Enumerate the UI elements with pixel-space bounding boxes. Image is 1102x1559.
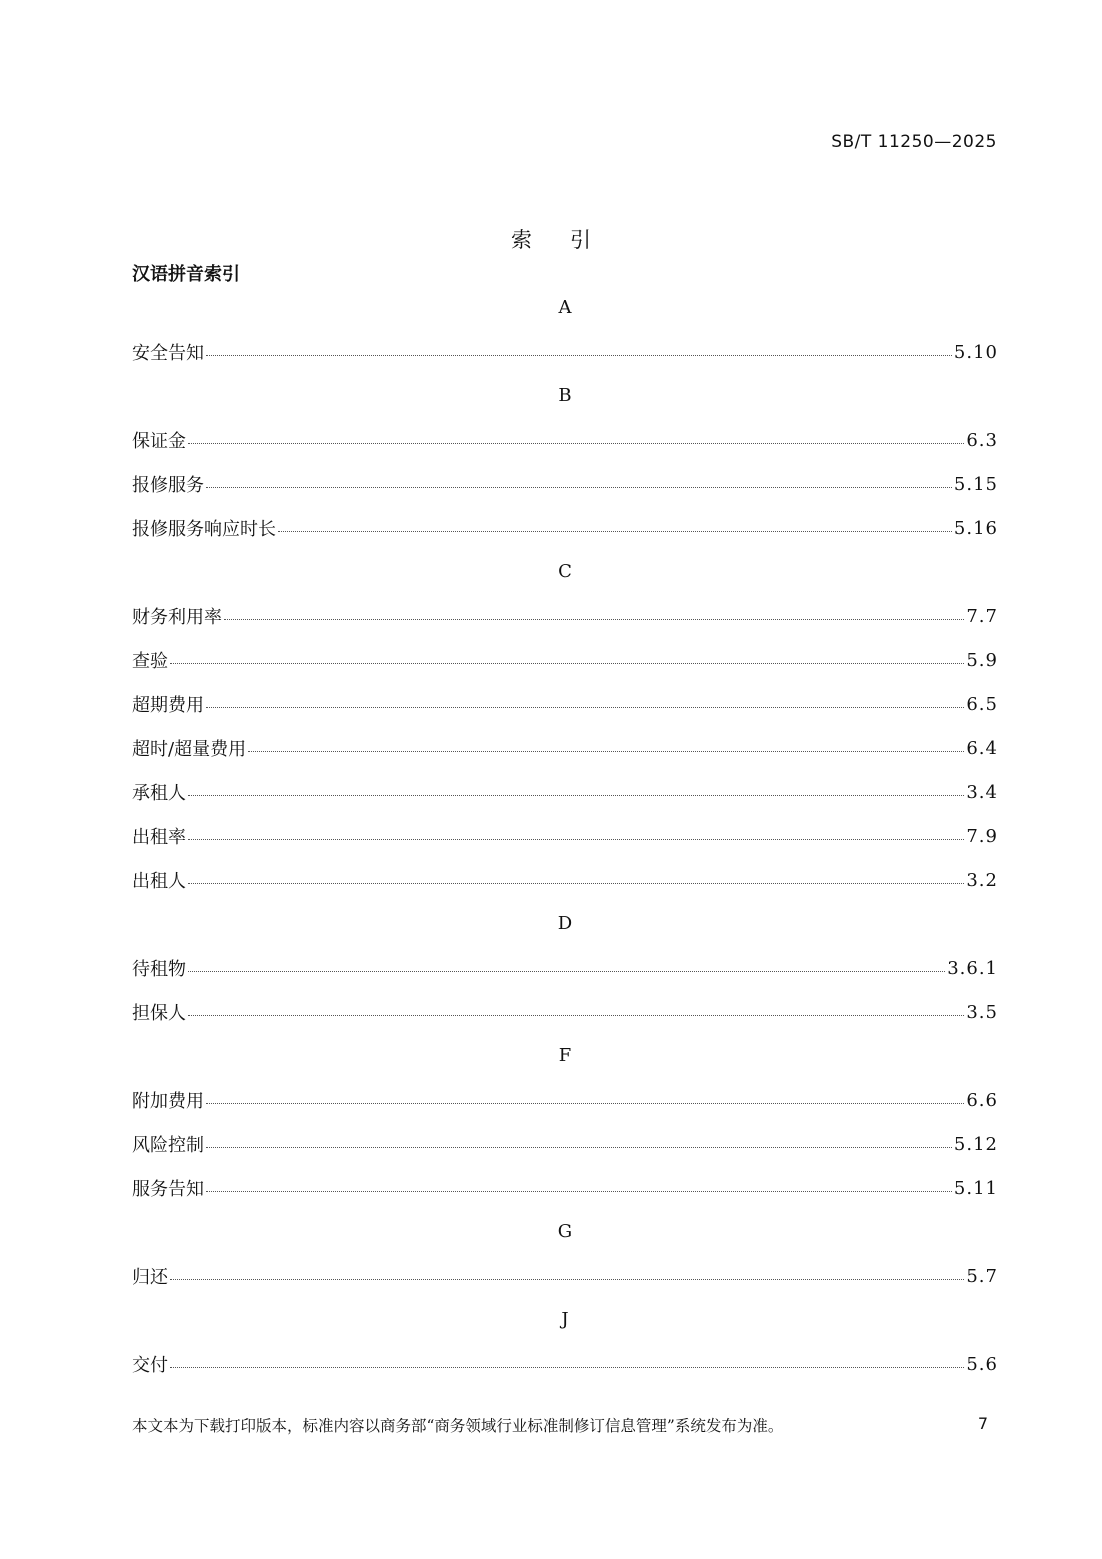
index-group-letter: J [561, 1309, 569, 1330]
index-entry [132, 946, 998, 990]
dot-leader [188, 443, 964, 444]
index-group-letter: B [558, 385, 572, 406]
dot-leader [206, 707, 964, 708]
index-entry [132, 1166, 998, 1210]
index-entry-term: 归还 [132, 1267, 168, 1288]
dot-leader [206, 487, 952, 488]
index-entry-term: 超期费用 [132, 695, 204, 716]
dot-leader [170, 1279, 964, 1280]
index-entry-term: 交付 [132, 1355, 168, 1376]
standard-code: SB/T 11250—2025 [831, 132, 997, 152]
dot-leader [206, 355, 952, 356]
dot-leader [188, 1015, 964, 1016]
index-entry-ref: 5.15 [953, 473, 998, 495]
index-entry-ref: 5.7 [966, 1265, 998, 1287]
index-entry [132, 1254, 998, 1298]
index-group-letter: D [557, 913, 573, 934]
index-entry-ref: 3.2 [966, 869, 998, 891]
index-group-letter: G [557, 1221, 573, 1242]
index-entry [132, 858, 998, 902]
index-entry-term: 保证金 [132, 431, 186, 452]
dot-leader [248, 751, 964, 752]
index-entry-term: 待租物 [132, 959, 186, 980]
index-entry [132, 506, 998, 550]
index-entry [132, 594, 998, 638]
dot-leader [206, 1103, 964, 1104]
dot-leader [206, 1191, 952, 1192]
index-entry-ref: 7.9 [966, 825, 998, 847]
index-entry-ref: 3.6.1 [947, 957, 998, 979]
dot-leader [170, 663, 964, 664]
index-entry [132, 418, 998, 462]
index-entry-ref: 6.4 [966, 737, 998, 759]
index-entry-ref: 5.16 [953, 517, 998, 539]
index-entry-ref: 5.9 [966, 649, 998, 671]
index-entry [132, 726, 998, 770]
index-entry-term: 财务利用率 [132, 607, 222, 628]
index-entry-term: 承租人 [132, 783, 186, 804]
index-entry [132, 462, 998, 506]
index-entry [132, 1078, 998, 1122]
page-number: 7 [977, 1414, 988, 1433]
index-entry-ref: 3.5 [966, 1001, 998, 1023]
index-entry-term: 超时/超量费用 [132, 739, 247, 760]
index-entry-ref: 6.5 [966, 693, 998, 715]
index-entry-term: 担保人 [132, 1003, 186, 1024]
index-entry-ref: 5.10 [953, 341, 998, 363]
dot-leader [188, 883, 964, 884]
index-entry [132, 1342, 998, 1386]
index-entry-ref: 5.12 [953, 1133, 998, 1155]
index-subtitle: 汉语拼音索引 [132, 264, 240, 285]
index-entry-term: 风险控制 [132, 1135, 204, 1156]
index-entry-ref: 6.3 [966, 429, 998, 451]
index-entry-term: 查验 [132, 651, 168, 672]
index-list [132, 286, 998, 1386]
index-entry [132, 1122, 998, 1166]
index-entry [132, 990, 998, 1034]
index-entry [132, 330, 998, 374]
index-group-letter: C [558, 561, 572, 582]
index-entry-term: 出租人 [132, 871, 186, 892]
index-entry [132, 814, 998, 858]
index-entry [132, 638, 998, 682]
index-entry-ref: 7.7 [966, 605, 998, 627]
index-entry-term: 报修服务响应时长 [132, 519, 276, 540]
index-entry-ref: 6.6 [966, 1089, 998, 1111]
index-entry-term: 附加费用 [132, 1091, 204, 1112]
index-entry-term: 报修服务 [132, 475, 204, 496]
page-title: 索引 [511, 228, 629, 252]
dot-leader [224, 619, 964, 620]
index-group-letter: A [558, 297, 572, 318]
index-entry [132, 770, 998, 814]
dot-leader [188, 795, 964, 796]
index-entry-term: 安全告知 [132, 343, 204, 364]
index-entry-term: 服务告知 [132, 1179, 204, 1200]
index-entry-ref: 5.6 [966, 1353, 998, 1375]
index-entry-ref: 5.11 [953, 1177, 998, 1199]
index-group-letter: F [558, 1045, 572, 1066]
dot-leader [278, 531, 952, 532]
footer-note: 本文本为下载打印版本，标准内容以商务部“商务领域行业标准制修订信息管理”系统发布为准。 [132, 1417, 784, 1435]
index-entry-term: 出租率 [132, 827, 186, 848]
dot-leader [188, 839, 964, 840]
index-entry-ref: 3.4 [966, 781, 998, 803]
dot-leader [188, 971, 945, 972]
dot-leader [206, 1147, 952, 1148]
index-entry [132, 682, 998, 726]
dot-leader [170, 1367, 964, 1368]
